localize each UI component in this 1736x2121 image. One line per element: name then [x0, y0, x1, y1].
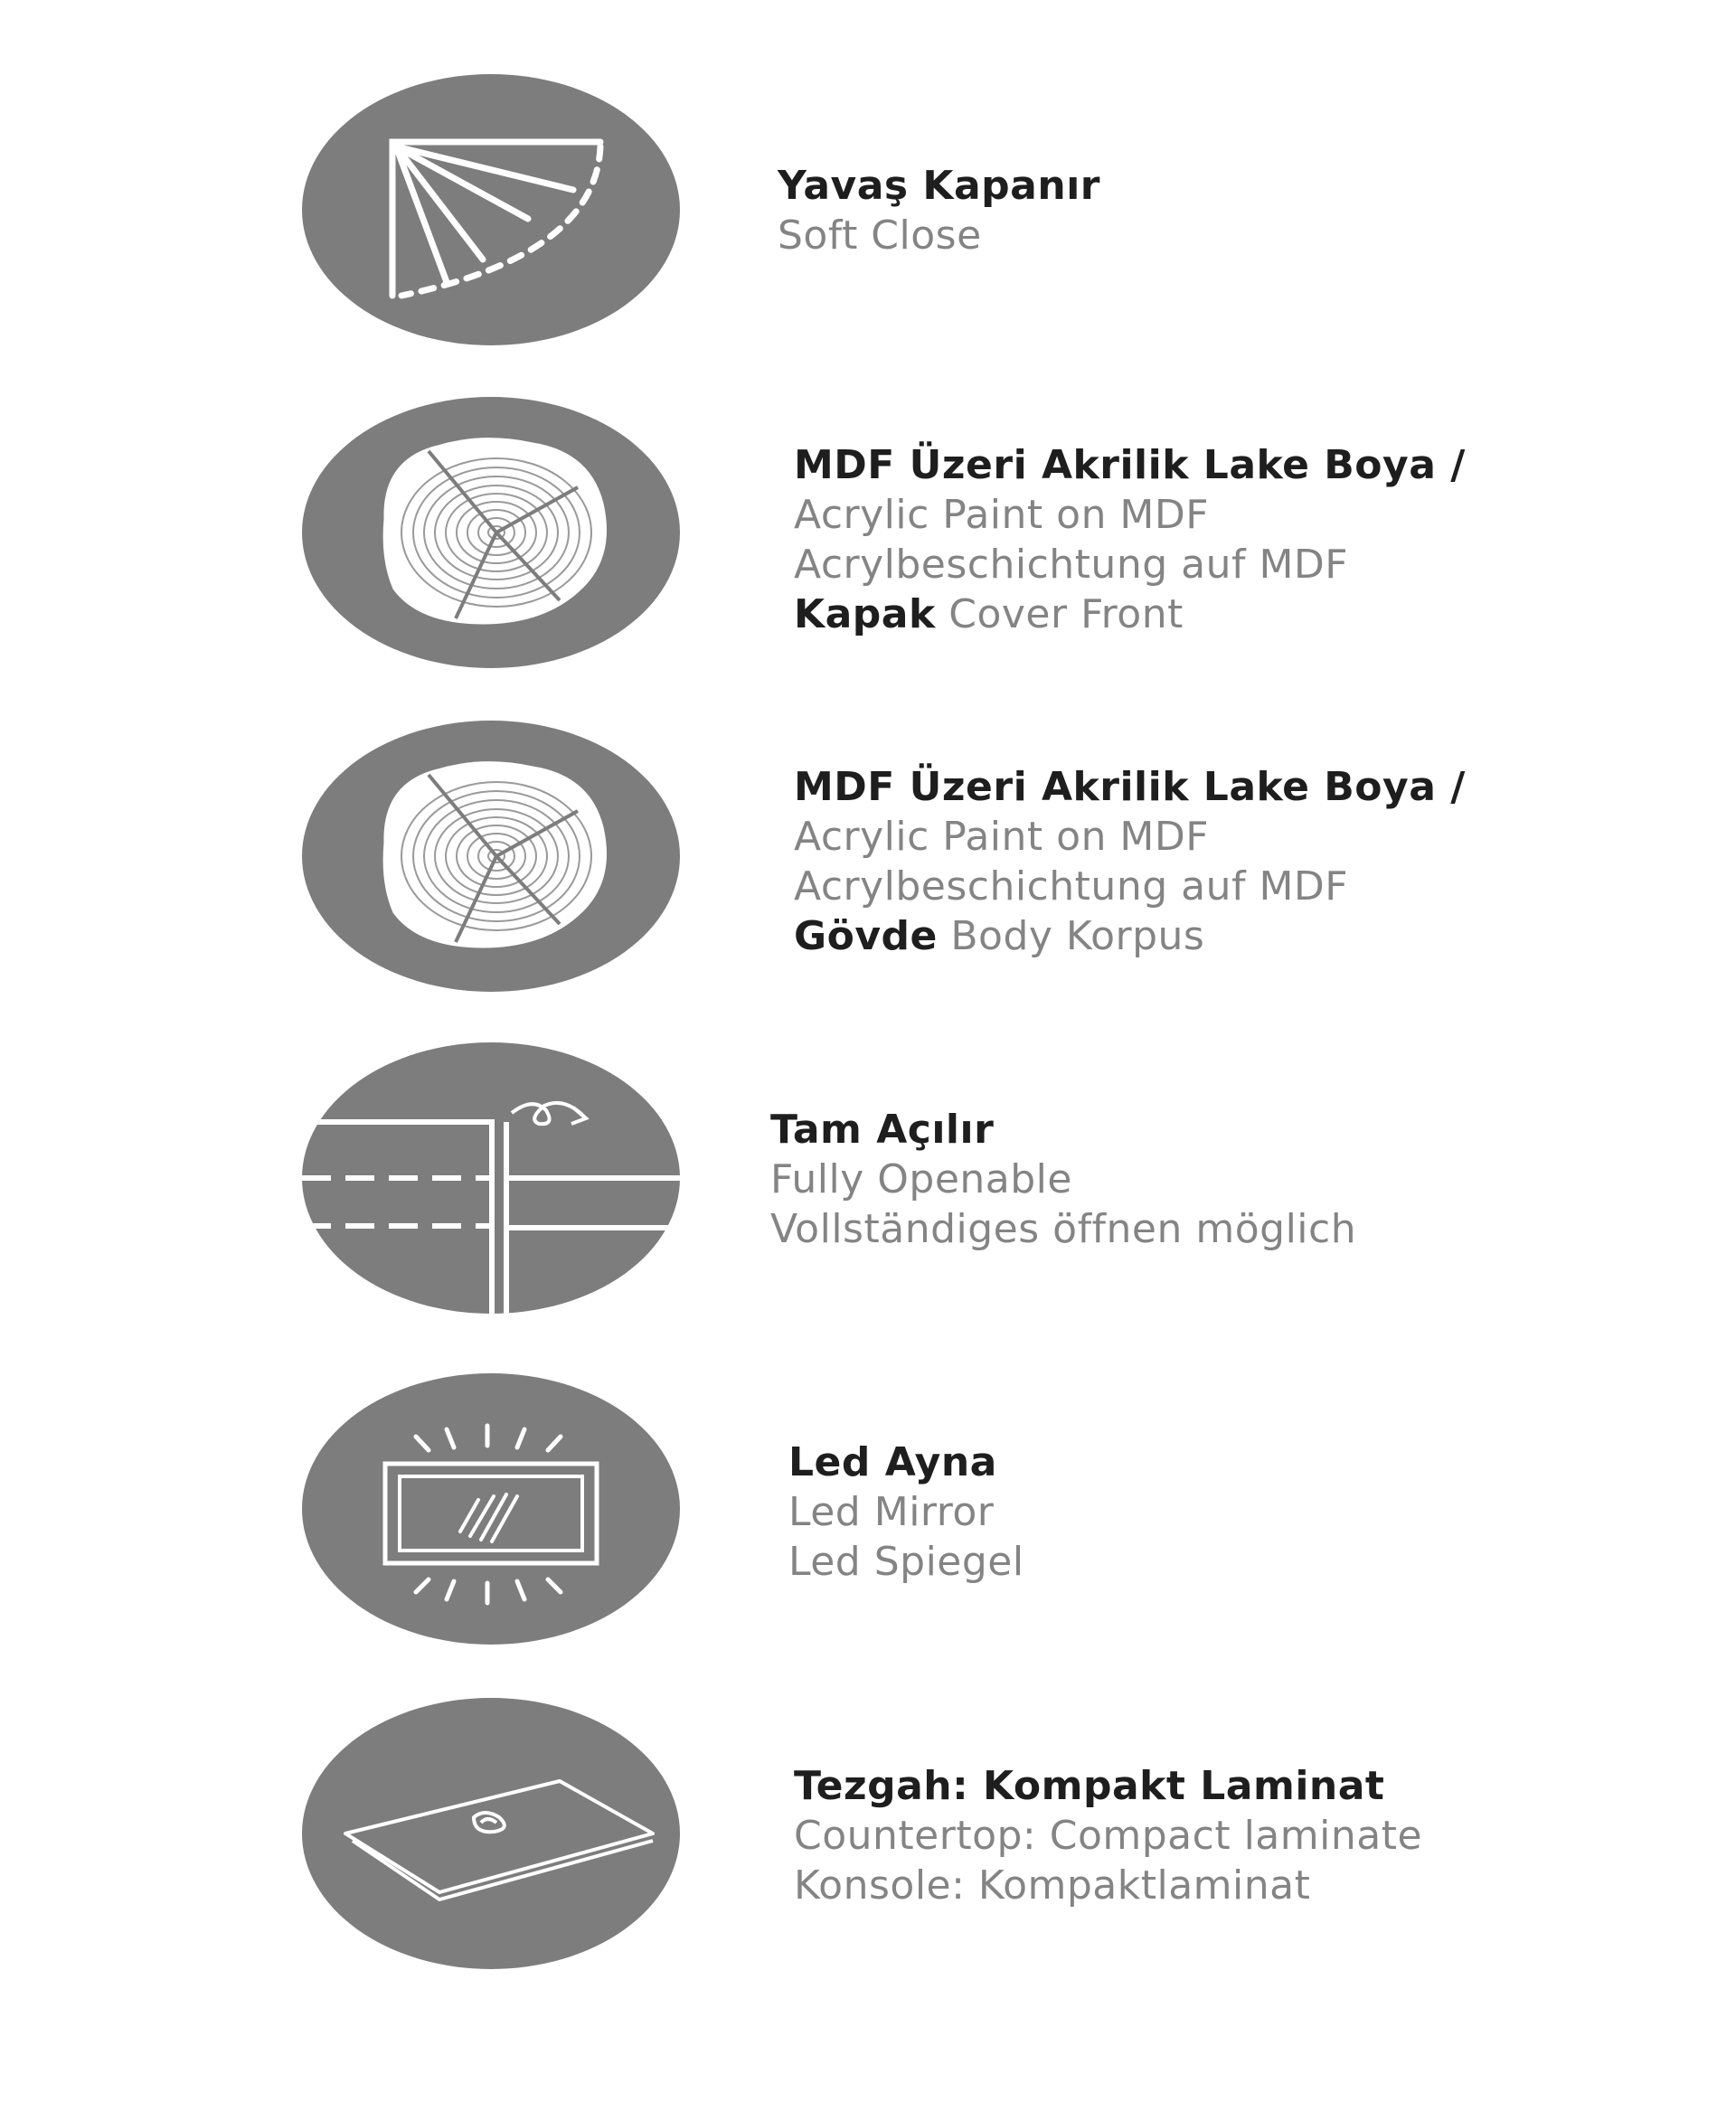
soft-close-icon — [302, 74, 680, 345]
feature-tag — [794, 589, 1466, 639]
feature-title: MDF Üzeri Akrilik Lake Boya / — [794, 764, 1466, 810]
feature-title: Tam Açılır — [770, 1107, 995, 1153]
feature-tag-bold: Gövde — [794, 913, 938, 959]
feature-line-de: Led Spiegel — [788, 1539, 1024, 1585]
feature-line-de: Acrylbeschichtung auf MDF — [794, 542, 1349, 588]
feature-text — [794, 1761, 1422, 1910]
feature-text — [794, 440, 1466, 639]
feature-line-en: Fully Openable — [770, 1156, 1072, 1202]
feature-tag-text: Body Korpus — [937, 913, 1205, 959]
wood-rings-icon — [302, 397, 680, 668]
led-mirror-icon — [302, 1373, 680, 1645]
feature-line-de: Vollständiges öffnen möglich — [770, 1206, 1357, 1252]
feature-tag — [794, 911, 1466, 961]
feature-line-en: Acrylic Paint on MDF — [794, 814, 1210, 860]
full-extension-drawer-icon — [302, 1042, 680, 1314]
countertop-icon — [302, 1698, 680, 1969]
feature-line-de: Konsole: Kompaktlaminat — [794, 1862, 1311, 1909]
feature-title: Tezgah: Kompakt Laminat — [794, 1763, 1385, 1809]
feature-tag-text: Cover Front — [935, 591, 1184, 637]
feature-text — [778, 161, 1100, 260]
feature-tag-bold: Kapak — [794, 591, 936, 637]
wood-rings-icon — [302, 721, 680, 992]
feature-line-en: Soft Close — [778, 212, 982, 259]
feature-title: Led Ayna — [788, 1439, 997, 1485]
feature-title: Yavaş Kapanır — [778, 163, 1100, 209]
feature-title: MDF Üzeri Akrilik Lake Boya / — [794, 442, 1466, 488]
feature-text — [770, 1105, 1356, 1254]
feature-line-de: Acrylbeschichtung auf MDF — [794, 863, 1349, 910]
feature-text — [794, 762, 1466, 961]
feature-text — [788, 1438, 1024, 1587]
feature-line-en: Acrylic Paint on MDF — [794, 492, 1210, 538]
feature-line-en: Led Mirror — [788, 1489, 995, 1535]
feature-line-en: Countertop: Compact laminate — [794, 1813, 1423, 1859]
